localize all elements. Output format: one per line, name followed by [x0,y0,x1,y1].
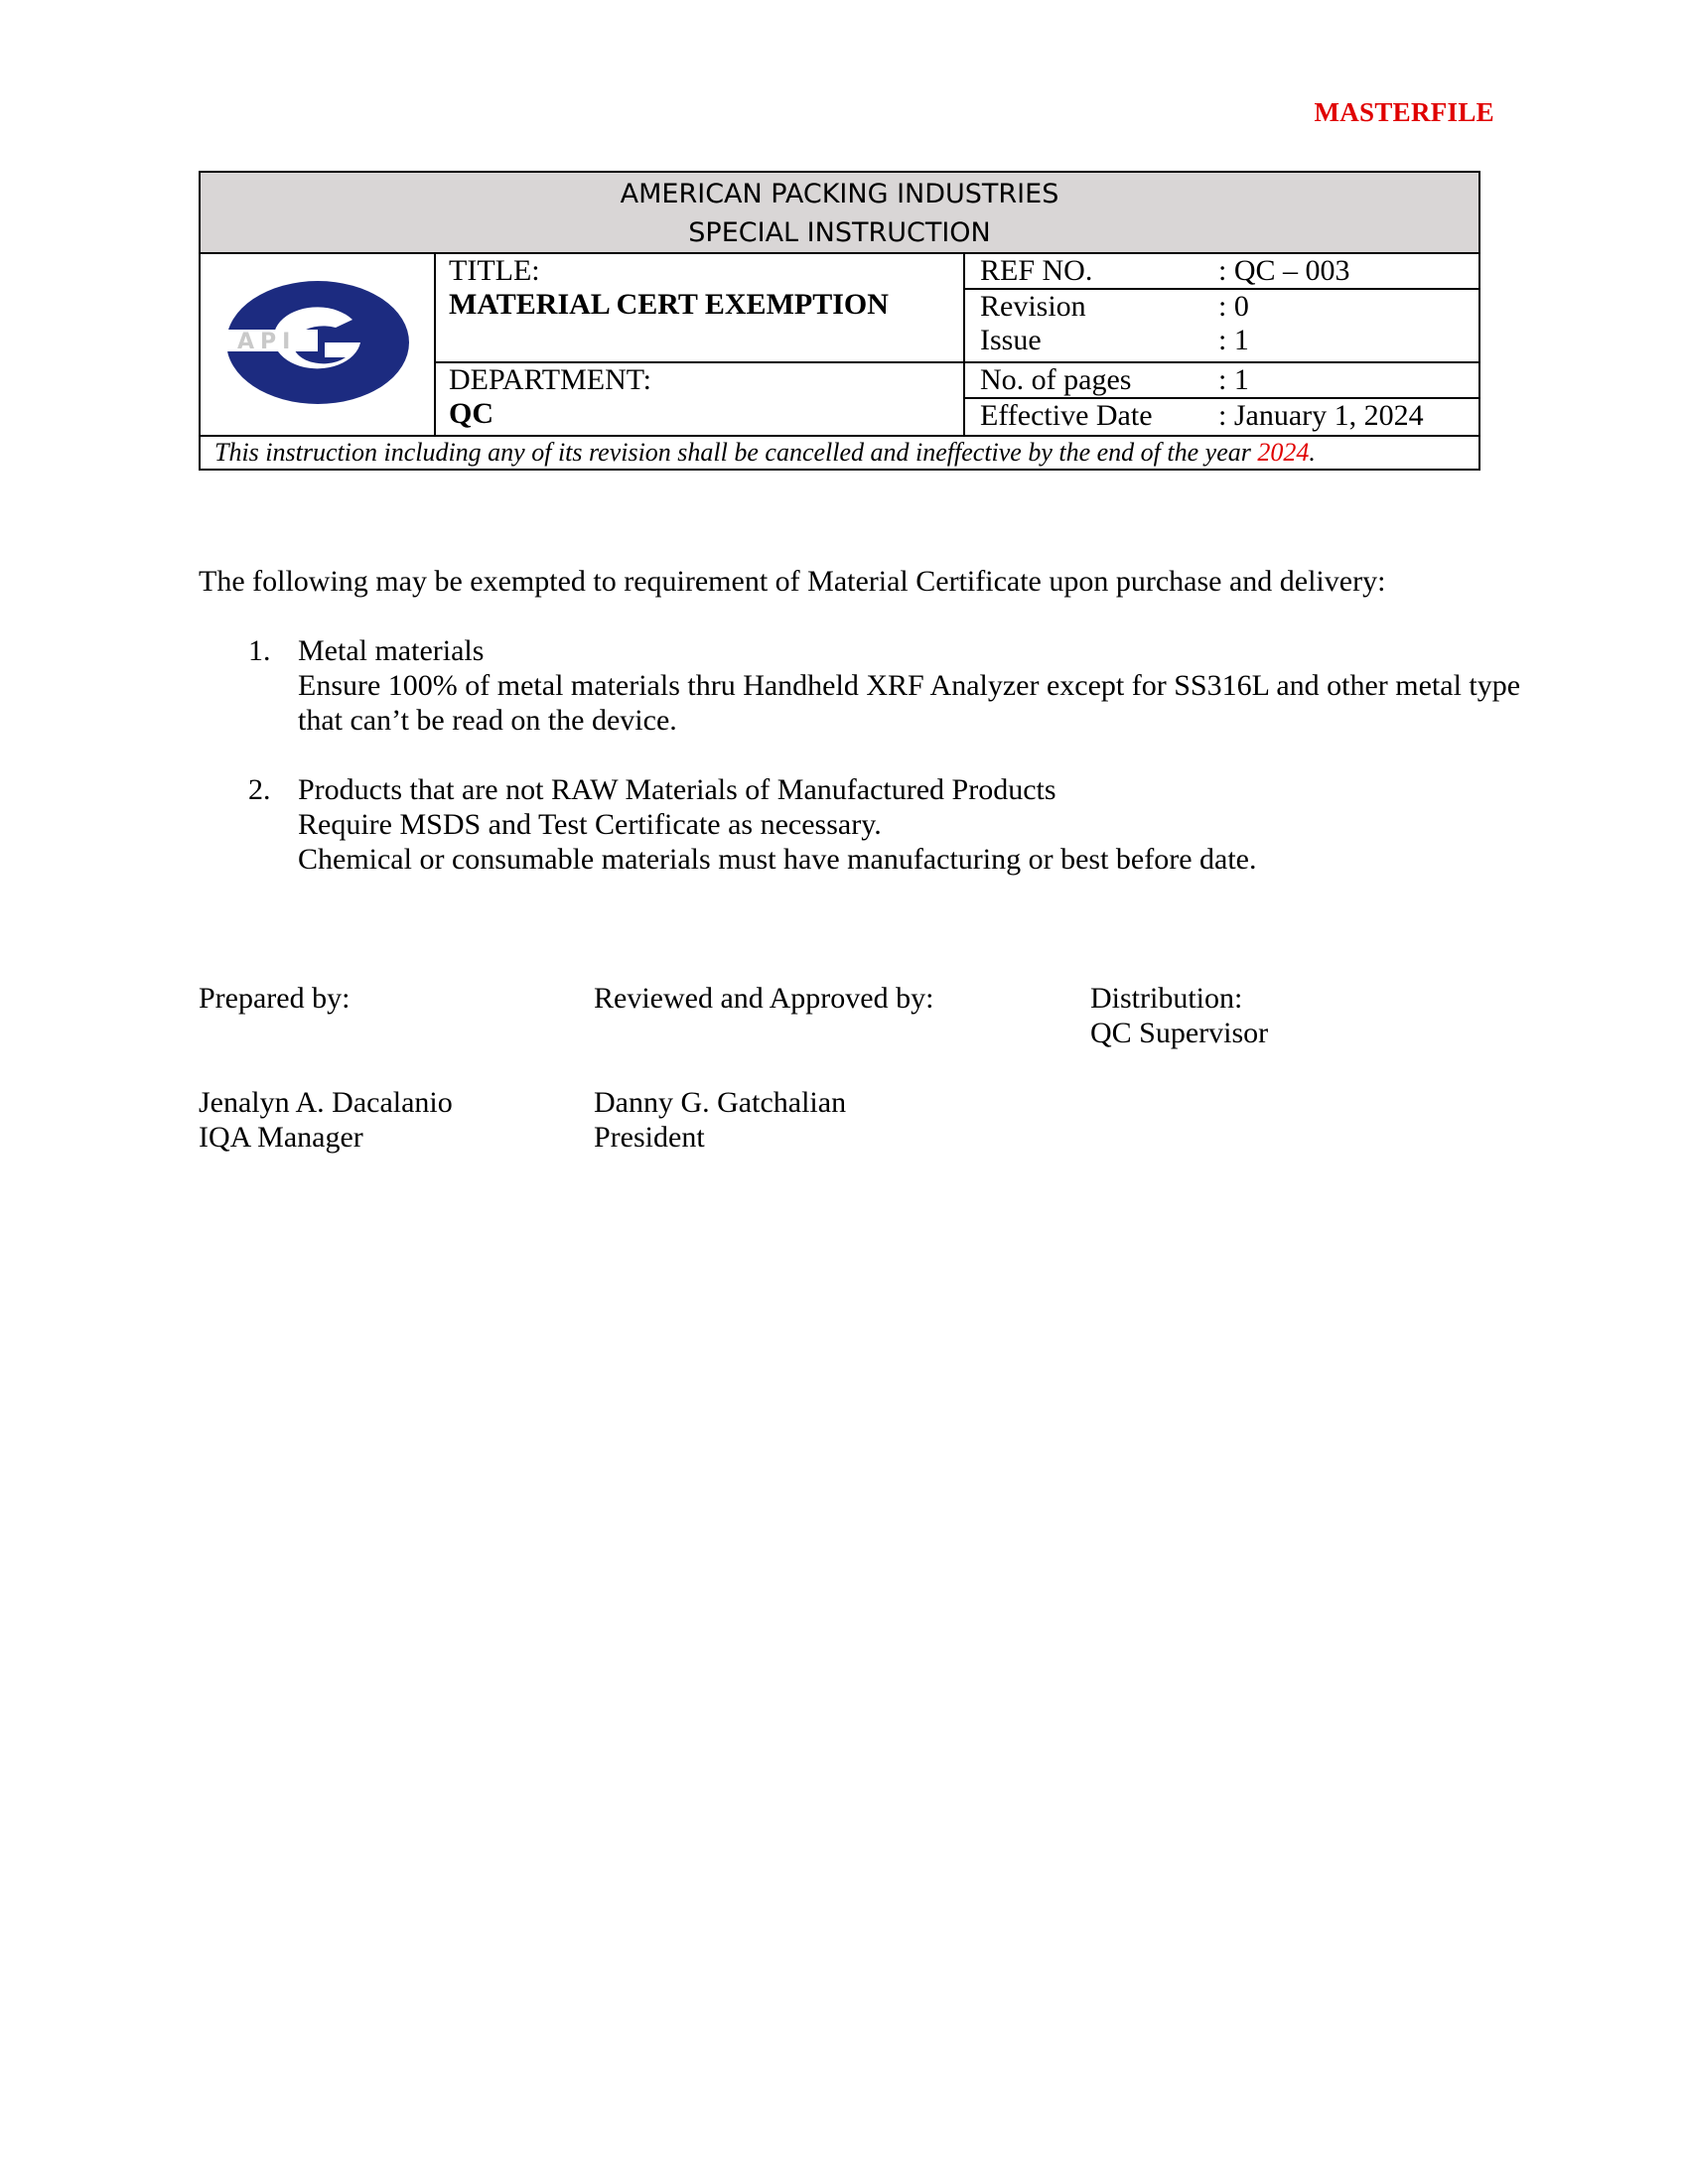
pages-value: : 1 [1218,363,1249,396]
disclaimer-end: . [1309,438,1316,467]
ref-no-row [965,254,1478,290]
ref-revision-cell [964,253,1479,362]
department-cell [435,362,964,436]
issue-label: Issue [980,324,1042,356]
effective-date-label: Effective Date [980,399,1153,432]
distribution-value: QC Supervisor [1090,1017,1269,1049]
pages-row [965,363,1478,399]
reviewed-by-label: Reviewed and Approved by: [594,982,934,1015]
company-name: AMERICAN PACKING INDUSTRIES [620,179,1059,209]
preparer-name: Jenalyn A. Dacalanio [199,1086,453,1119]
list-item-text: Chemical or consumable materials must have manufacturing or best before date. [298,843,1257,876]
document-header-table [199,171,1480,471]
revision-row [965,290,1478,324]
list-item-heading: Metal materials [298,634,485,667]
list-item-number: 1. [248,634,271,667]
title-value: MATERIAL CERT EXEMPTION [449,288,889,321]
effective-date-row [965,399,1478,433]
issue-row [965,324,1478,357]
preparer-title: IQA Manager [199,1121,363,1154]
api-logo [225,280,410,405]
disclaimer-text: This instruction including any of its revision shall be cancelled and ineffective by the end of the year [214,438,1258,467]
issue-value: : 1 [1218,324,1249,356]
title-cell [435,253,964,362]
department-label: DEPARTMENT: [449,363,651,396]
pages-label: No. of pages [980,363,1132,396]
list-item-number: 2. [248,773,271,806]
revision-label: Revision [980,290,1086,323]
title-label: TITLE: [449,254,540,287]
distribution-label: Distribution: [1090,982,1243,1015]
list-item-heading: Products that are not RAW Materials of Manufactured Products [298,773,1056,806]
list-item-text: Ensure 100% of metal materials thru Handheld XRF Analyzer except for SS316L and other metal type that can’t be read on the device. [298,669,1521,737]
pages-effective-cell [964,362,1479,436]
company-band [200,172,1479,253]
ref-no-value: : QC – 003 [1218,254,1350,287]
disclaimer-year: 2024 [1257,438,1310,467]
prepared-by-label: Prepared by: [199,982,351,1015]
logo-text: API [236,329,296,354]
list-item-text: Require MSDS and Test Certificate as necessary. [298,808,882,841]
ref-no-label: REF NO. [980,254,1093,287]
masterfile-stamp: MASTERFILE [1314,97,1494,127]
approver-title: President [594,1121,705,1154]
department-value: QC [449,397,493,430]
revision-value: : 0 [1218,290,1249,323]
disclaimer-row [200,436,1479,470]
intro-paragraph: The following may be exempted to requirement of Material Certificate upon purchase and delivery: [199,565,1386,598]
logo-cell [200,253,435,436]
approver-name: Danny G. Gatchalian [594,1086,847,1119]
effective-date-value: : January 1, 2024 [1218,399,1424,432]
document-type: SPECIAL INSTRUCTION [688,217,991,248]
